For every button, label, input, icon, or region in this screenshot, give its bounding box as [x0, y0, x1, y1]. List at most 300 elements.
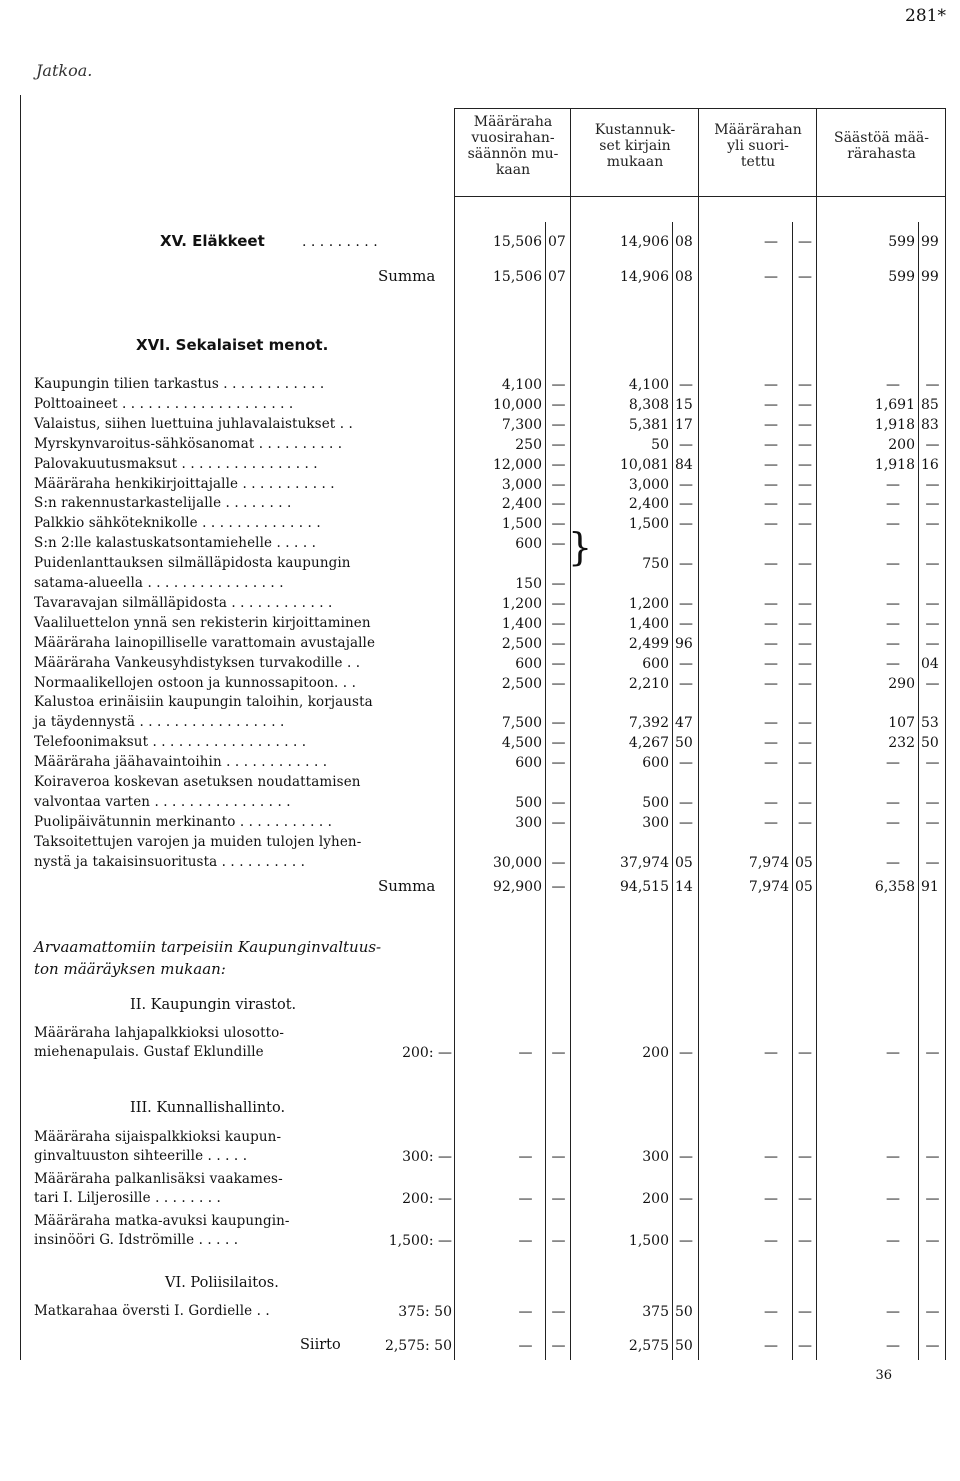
costs-cents: — — [679, 496, 693, 512]
column-header-line: kaan — [495, 162, 531, 178]
budget-value: — — [518, 1338, 533, 1354]
over-cents: — — [798, 795, 812, 811]
costs-value: 2,400 — [628, 496, 669, 512]
budget-value: 15,506 — [493, 269, 542, 285]
column-header-line: vuosirahan- — [471, 130, 555, 146]
budget-cents: — — [551, 516, 566, 532]
costs-cents: — — [679, 437, 693, 453]
expense-row-label: ja täydennystä . . . . . . . . . . . . . . . . . — [34, 714, 285, 730]
costs-value: 50 — [651, 437, 669, 453]
saved-value: 1,918 — [874, 457, 915, 473]
costs-cents: 84 — [675, 457, 693, 473]
costs-cents: — — [679, 596, 693, 612]
expense-row-label: Palkkio sähköteknikolle . . . . . . . . . . . . . . — [34, 515, 321, 531]
expense-row-label: Palovakuutusmaksut . . . . . . . . . . . . . . . . — [34, 456, 318, 472]
over-cents: — — [798, 556, 812, 572]
section-xv-dots: . . . . . . . . . — [302, 234, 378, 250]
saved-cents: — — [925, 1045, 940, 1061]
costs-cents: — — [679, 377, 693, 393]
over-value: 7,974 — [748, 855, 789, 871]
budget-cents: — — [551, 397, 566, 413]
saved-cents: 83 — [921, 417, 939, 433]
budget-value: 12,000 — [493, 457, 542, 473]
costs-value: 7,392 — [628, 715, 669, 731]
costs-cents: 50 — [675, 1304, 693, 1320]
over-value: — — [764, 1304, 778, 1320]
saved-cents: — — [925, 616, 940, 632]
over-value: — — [764, 596, 778, 612]
costs-cents: 50 — [675, 1338, 693, 1354]
over-value: — — [764, 417, 778, 433]
costs-value: 200 — [642, 1045, 669, 1061]
saved-value: 107 — [888, 715, 915, 731]
expense-row-label: Määräraha Vankeusyhdistyksen turvakodille . . — [34, 655, 361, 671]
section-title-xvi: XVI. Sekalaiset menot. — [136, 336, 329, 354]
costs-value: 5,381 — [628, 417, 669, 433]
saved-value: 1,691 — [874, 397, 915, 413]
over-cents: — — [798, 417, 812, 433]
budget-cents: — — [551, 656, 566, 672]
expense-row-label: nystä ja takaisinsuoritusta . . . . . . . . . . — [34, 854, 306, 870]
budget-value: 92,900 — [493, 879, 542, 895]
costs-cents: — — [679, 616, 693, 632]
grant-label: Matkarahaa översti I. Gordielle . . — [34, 1303, 270, 1319]
over-cents: — — [798, 815, 812, 831]
budget-value: 7,500 — [501, 715, 542, 731]
saved-value: — — [886, 477, 900, 493]
expense-row-label: Määräraha henkikirjoittajalle . . . . . . . . . . . — [34, 476, 335, 492]
budget-cents: — — [551, 457, 566, 473]
over-cents: — — [798, 496, 812, 512]
costs-value: 37,974 — [620, 855, 669, 871]
over-value: — — [764, 1149, 778, 1165]
column-rule — [945, 108, 946, 1360]
budget-value: — — [518, 1149, 533, 1165]
saved-cents: 91 — [921, 879, 939, 895]
saved-value: — — [886, 755, 900, 771]
saved-cents: 04 — [921, 656, 939, 672]
saved-cents: — — [925, 676, 940, 692]
saved-value: 232 — [888, 735, 915, 751]
costs-value: 600 — [642, 755, 669, 771]
saved-cents: — — [925, 377, 940, 393]
column-rule — [545, 222, 546, 1360]
over-value: — — [764, 815, 778, 831]
over-value: — — [764, 656, 778, 672]
over-cents: — — [798, 1149, 812, 1165]
over-value: — — [764, 269, 778, 285]
saved-cents: 16 — [921, 457, 939, 473]
saved-value: — — [886, 496, 900, 512]
budget-cents: — — [551, 795, 566, 811]
unforeseen-heading: ton määräyksen mukaan: — [34, 960, 226, 978]
saved-cents: 53 — [921, 715, 939, 731]
costs-cents: — — [679, 1045, 693, 1061]
costs-value: 2,499 — [628, 636, 669, 652]
saved-cents: — — [925, 1149, 940, 1165]
budget-cents: — — [551, 735, 566, 751]
grant-label: Määräraha matka-avuksi kaupungin- — [34, 1213, 290, 1229]
saved-value: — — [886, 1338, 900, 1354]
budget-cents: — — [551, 676, 566, 692]
over-value: 7,974 — [748, 879, 789, 895]
costs-cents: — — [679, 676, 693, 692]
saved-value: — — [886, 815, 900, 831]
siirto-label: Siirto — [300, 1337, 341, 1353]
column-header-line: Määrärahan — [714, 122, 802, 138]
over-cents: 05 — [795, 855, 813, 871]
budget-cents: — — [551, 417, 566, 433]
over-value: — — [764, 676, 778, 692]
column-header-line: mukaan — [606, 154, 664, 170]
costs-cents: — — [679, 1191, 693, 1207]
over-cents: — — [798, 457, 812, 473]
budget-cents: — — [551, 1045, 566, 1061]
expense-row-label: Määräraha jäähavaintoihin . . . . . . . . . . . . — [34, 754, 328, 770]
saved-value: 599 — [888, 269, 915, 285]
costs-value: 1,200 — [628, 596, 669, 612]
grant-amount: 300: — — [402, 1149, 452, 1165]
over-value: — — [764, 1233, 778, 1249]
costs-cents: 50 — [675, 735, 693, 751]
costs-cents: 96 — [675, 636, 693, 652]
grant-amount: 375: 50 — [398, 1304, 452, 1320]
budget-cents: — — [551, 616, 566, 632]
column-header-over — [700, 122, 816, 170]
budget-value: 2,400 — [501, 496, 542, 512]
saved-cents: — — [925, 636, 940, 652]
saved-value: — — [886, 855, 900, 871]
saved-cents: 99 — [921, 269, 939, 285]
saved-value: 290 — [888, 676, 915, 692]
expense-row-label: Vaaliluettelon ynnä sen rekisterin kirjoittaminen — [34, 615, 371, 631]
over-cents: — — [798, 676, 812, 692]
over-value: — — [764, 457, 778, 473]
saved-cents: — — [925, 516, 940, 532]
expense-row-label: Valaistus, siihen luettuina juhlavalaistukset . . — [34, 416, 353, 432]
over-cents: — — [798, 437, 812, 453]
budget-value: 4,100 — [501, 377, 542, 393]
costs-cents: 08 — [675, 234, 693, 250]
budget-value: 30,000 — [493, 855, 542, 871]
grant-amount: 1,500: — — [388, 1233, 452, 1249]
over-cents: — — [798, 636, 812, 652]
saved-value: — — [886, 596, 900, 612]
saved-cents: — — [925, 1191, 940, 1207]
over-value: — — [764, 397, 778, 413]
budget-cents: — — [551, 437, 566, 453]
over-value: — — [764, 735, 778, 751]
expense-row-label: satama-alueella . . . . . . . . . . . . . . . . — [34, 575, 284, 591]
saved-value: — — [886, 556, 900, 572]
over-cents: — — [798, 1045, 812, 1061]
costs-value: 600 — [642, 656, 669, 672]
over-cents: — — [798, 656, 812, 672]
column-header-line: yli suori- — [727, 138, 789, 154]
costs-value: 14,906 — [620, 234, 669, 250]
page-number: 281* — [905, 6, 946, 26]
costs-value: 1,500 — [628, 1233, 669, 1249]
subsection-title: III. Kunnallishallinto. — [130, 1100, 286, 1116]
column-header-line: rärahasta — [847, 146, 916, 162]
costs-value: 200 — [642, 1191, 669, 1207]
over-value: — — [764, 556, 778, 572]
column-header-line: säännön mu- — [467, 146, 559, 162]
column-rule — [816, 108, 817, 1360]
budget-value: 1,200 — [501, 596, 542, 612]
grant-label: Määräraha lahjapalkkioksi ulosotto- — [34, 1025, 285, 1041]
saved-cents: — — [925, 596, 940, 612]
costs-cents: — — [679, 1233, 693, 1249]
saved-cents: 50 — [921, 735, 939, 751]
costs-value: 750 — [642, 556, 669, 572]
over-cents: — — [798, 269, 812, 285]
saved-value: 599 — [888, 234, 915, 250]
saved-value: — — [886, 516, 900, 532]
budget-value: 300 — [515, 815, 542, 831]
saved-value: — — [886, 1045, 900, 1061]
budget-value: 250 — [515, 437, 542, 453]
budget-value: 1,400 — [501, 616, 542, 632]
siirto-amount: 2,575: 50 — [384, 1338, 452, 1354]
budget-cents: — — [551, 815, 566, 831]
costs-cents: — — [679, 795, 693, 811]
column-rule — [454, 108, 455, 1360]
over-cents: — — [798, 1338, 812, 1354]
column-rule — [698, 108, 699, 1360]
over-cents: — — [798, 1304, 812, 1320]
over-cents: — — [798, 715, 812, 731]
over-cents: — — [798, 1191, 812, 1207]
costs-cents: 17 — [675, 417, 693, 433]
column-rule — [570, 108, 571, 1360]
budget-cents: — — [551, 855, 566, 871]
expense-row-label: Kaupungin tilien tarkastus . . . . . . . . . . . . — [34, 376, 325, 392]
budget-cents: — — [551, 1304, 566, 1320]
saved-value: — — [886, 795, 900, 811]
over-value: — — [764, 616, 778, 632]
budget-value: 3,000 — [501, 477, 542, 493]
costs-cents: — — [679, 656, 693, 672]
costs-value: 2,575 — [628, 1338, 669, 1354]
budget-value: 600 — [515, 536, 542, 552]
budget-cents: 07 — [548, 234, 566, 250]
costs-value: 375 — [642, 1304, 669, 1320]
grant-label: ginvaltuuston sihteerille . . . . . — [34, 1148, 248, 1164]
budget-cents: — — [551, 596, 566, 612]
column-rule — [20, 95, 21, 1360]
budget-value: — — [518, 1045, 533, 1061]
budget-value: 600 — [515, 755, 542, 771]
costs-cents: — — [679, 755, 693, 771]
column-header-line: Kustannuk- — [594, 122, 676, 138]
section-title-xv: XV. Eläkkeet — [160, 232, 265, 250]
budget-cents: — — [551, 1338, 566, 1354]
saved-cents: 99 — [921, 234, 939, 250]
costs-value: 10,081 — [620, 457, 669, 473]
costs-value: 1,400 — [628, 616, 669, 632]
budget-cents: — — [551, 377, 566, 393]
column-header-line: set kirjain — [599, 138, 671, 154]
over-value: — — [764, 437, 778, 453]
column-header-line: tettu — [740, 154, 776, 170]
over-value: — — [764, 755, 778, 771]
over-value: — — [764, 795, 778, 811]
costs-value: 2,210 — [628, 676, 669, 692]
over-cents: — — [798, 397, 812, 413]
budget-value: — — [518, 1304, 533, 1320]
expense-row-label: Myrskynvaroitus-sähkösanomat . . . . . . . . . . — [34, 436, 343, 452]
subsection-title: II. Kaupungin virastot. — [130, 997, 297, 1013]
budget-cents: — — [551, 536, 566, 552]
budget-cents: — — [551, 576, 566, 592]
saved-cents: — — [925, 855, 940, 871]
saved-cents: — — [925, 1338, 940, 1354]
budget-cents: — — [551, 1191, 566, 1207]
grant-amount: 200: — — [402, 1045, 452, 1061]
unforeseen-heading: Arvaamattomiin tarpeisiin Kaupunginvaltuus- — [34, 938, 382, 956]
saved-value: 200 — [888, 437, 915, 453]
summa-label: Summa — [378, 877, 436, 895]
column-rule — [918, 222, 919, 1360]
over-cents: — — [798, 616, 812, 632]
costs-cents: — — [679, 477, 693, 493]
costs-value: 3,000 — [628, 477, 669, 493]
over-value: — — [764, 715, 778, 731]
budget-cents: — — [551, 1149, 566, 1165]
saved-value: — — [886, 1233, 900, 1249]
costs-cents: 08 — [675, 269, 693, 285]
budget-value: — — [518, 1233, 533, 1249]
expense-row-label: Kalustoa erinäisiin kaupungin taloihin, korjausta — [34, 694, 373, 710]
over-cents: — — [798, 477, 812, 493]
grant-label: insinööri G. Idströmille . . . . . — [34, 1232, 239, 1248]
expense-row-label: S:n rakennustarkastelijalle . . . . . . . . — [34, 495, 292, 511]
costs-cents: — — [679, 516, 693, 532]
saved-value: — — [886, 636, 900, 652]
costs-value: 1,500 — [628, 516, 669, 532]
header-bottom-rule — [454, 196, 945, 197]
over-value: — — [764, 377, 778, 393]
grant-label: tari I. Liljerosille . . . . . . . . — [34, 1190, 221, 1206]
expense-row-label: Normaalikellojen ostoon ja kunnossapitoon. . . — [34, 675, 356, 691]
budget-value: 1,500 — [501, 516, 542, 532]
budget-cents: 07 — [548, 269, 566, 285]
saved-cents: — — [925, 496, 940, 512]
saved-value: — — [886, 1304, 900, 1320]
continuation-label: Jatkoa. — [36, 61, 93, 80]
grant-amount: 200: — — [402, 1191, 452, 1207]
costs-value: 300 — [642, 815, 669, 831]
saved-value: 1,918 — [874, 417, 915, 433]
saved-cents: — — [925, 815, 940, 831]
saved-cents: — — [925, 1304, 940, 1320]
saved-cents: — — [925, 755, 940, 771]
column-rule — [792, 222, 793, 1360]
over-cents: — — [798, 234, 812, 250]
budget-value: 500 — [515, 795, 542, 811]
budget-value: 7,300 — [501, 417, 542, 433]
costs-value: 94,515 — [620, 879, 669, 895]
costs-cents: — — [679, 1149, 693, 1165]
budget-value: 150 — [515, 576, 542, 592]
row-brace: } — [568, 525, 593, 569]
column-rule — [672, 222, 673, 1360]
saved-cents: — — [925, 556, 940, 572]
costs-cents: — — [679, 815, 693, 831]
over-cents: — — [798, 377, 812, 393]
budget-value: 4,500 — [501, 735, 542, 751]
costs-cents: 15 — [675, 397, 693, 413]
costs-value: 4,100 — [628, 377, 669, 393]
expense-row-label: Taksoitettujen varojen ja muiden tulojen lyhen- — [34, 834, 362, 850]
saved-value: — — [886, 1149, 900, 1165]
costs-cents: — — [679, 556, 693, 572]
sheet-mark: 36 — [875, 1368, 892, 1383]
saved-cents: — — [925, 795, 940, 811]
over-cents: — — [798, 596, 812, 612]
subsection-title: VI. Poliisilaitos. — [165, 1275, 279, 1291]
over-value: — — [764, 1191, 778, 1207]
budget-value: 600 — [515, 656, 542, 672]
costs-value: 300 — [642, 1149, 669, 1165]
budget-value: 2,500 — [501, 676, 542, 692]
over-cents: — — [798, 755, 812, 771]
column-header-budget — [456, 114, 570, 178]
over-value: — — [764, 1338, 778, 1354]
costs-cents: 47 — [675, 715, 693, 731]
over-value: — — [764, 516, 778, 532]
budget-cents: — — [551, 477, 566, 493]
budget-cents: — — [551, 636, 566, 652]
costs-value: 14,906 — [620, 269, 669, 285]
over-value: — — [764, 496, 778, 512]
expense-row-label: Polttoaineet . . . . . . . . . . . . . . . . . . . . — [34, 396, 294, 412]
costs-cents: 14 — [675, 879, 693, 895]
header-rule — [454, 108, 945, 109]
costs-cents: 05 — [675, 855, 693, 871]
budget-cents: — — [551, 496, 566, 512]
column-header-costs — [572, 122, 698, 170]
expense-row-label: Puolipäivätunnin merkinanto . . . . . . . . . . . — [34, 814, 333, 830]
over-value: — — [764, 636, 778, 652]
column-header-line: Säästöä mää- — [833, 130, 930, 146]
expense-row-label: Puidenlanttauksen silmälläpidosta kaupungin — [34, 555, 351, 571]
over-cents: — — [798, 735, 812, 751]
saved-value: — — [886, 377, 900, 393]
expense-row-label: S:n 2:lle kalastuskatsontamiehelle . . . . . — [34, 535, 317, 551]
budget-cents: — — [551, 1233, 566, 1249]
summa-label: Summa — [378, 267, 436, 285]
grant-label: miehenapulais. Gustaf Eklundille — [34, 1044, 264, 1060]
over-value: — — [764, 477, 778, 493]
expense-row-label: Telefoonimaksut . . . . . . . . . . . . . . . . . . — [34, 734, 307, 750]
budget-value: 10,000 — [493, 397, 542, 413]
saved-value: — — [886, 656, 900, 672]
saved-cents: — — [925, 477, 940, 493]
grant-label: Määräraha sijaispalkkioksi kaupun- — [34, 1129, 282, 1145]
expense-row-label: valvontaa varten . . . . . . . . . . . . . . . . — [34, 794, 291, 810]
costs-value: 500 — [642, 795, 669, 811]
expense-row-label: Koiraveroa koskevan asetuksen noudattamisen — [34, 774, 361, 790]
saved-value: 6,358 — [874, 879, 915, 895]
budget-value: 2,500 — [501, 636, 542, 652]
expense-row-label: Määräraha lainopilliselle varattomain avustajalle — [34, 635, 376, 651]
budget-cents: — — [551, 879, 566, 895]
budget-value: 15,506 — [493, 234, 542, 250]
saved-value: — — [886, 1191, 900, 1207]
over-cents: — — [798, 1233, 812, 1249]
